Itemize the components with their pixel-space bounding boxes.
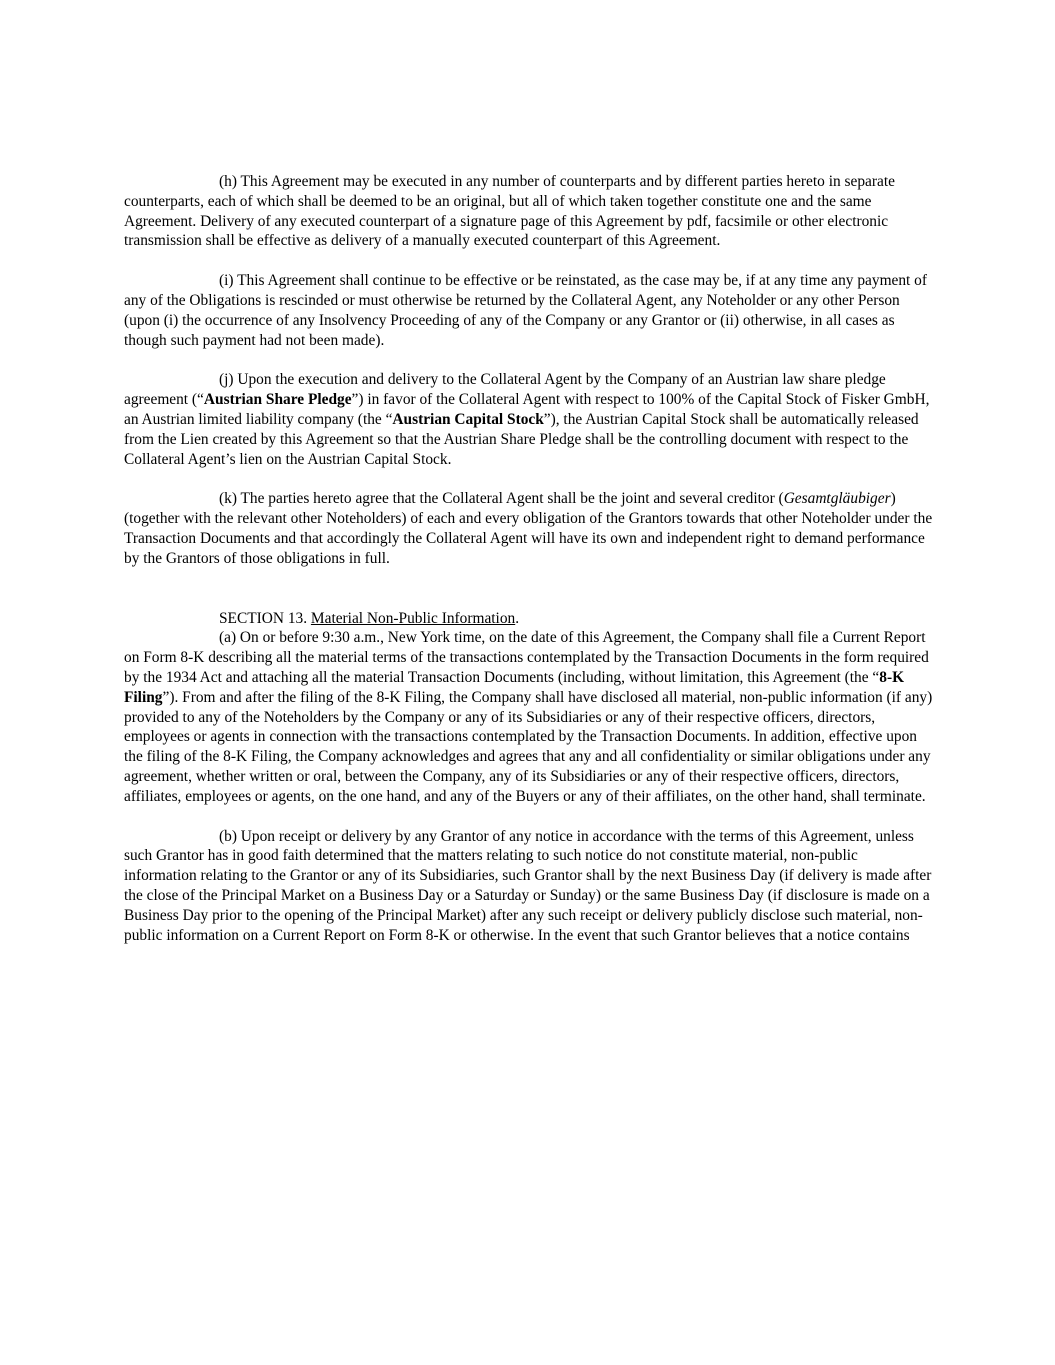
paragraph-k: [124, 489, 934, 568]
paragraph-j-text-2: ”) in favor of the Collateral Agent with respect to 100% of the Capital Stock of Fisker GmbH, an Austrian limited liability company (the “: [124, 391, 930, 428]
paragraph-h-text: (h) This Agreement may be executed in any number of counterparts and by different parties hereto in separate counterparts, each of which shall be deemed to be an original, but all of which taken together constitute one and the same Agreement. Delivery of any executed counterpart of a signature page of this Agreement by pdf, facsimile or other electronic transmission shall be effective as delivery of a manually executed counterpart of this Agreement.: [124, 173, 895, 250]
document-page: [124, 172, 934, 965]
defined-term-8k-filing: 8-K Filing: [124, 668, 905, 706]
paragraph-13a: [124, 628, 934, 806]
term-gesamtglaubiger: Gesamtgläubiger: [783, 490, 891, 508]
paragraph-h: [124, 172, 934, 251]
defined-term-austrian-share-pledge: Austrian Share Pledge: [203, 391, 352, 409]
paragraph-13b-text: (b) Upon receipt or delivery by any Grantor of any notice in accordance with the terms of this Agreement, unless such Grantor has in good faith determined that the matters relating to such notice do not constitute material, non-public information relating to the Grantor or any of its Subsidiaries, such Grantor shall by the next Business Day (if delivery is made after the close of the Principal Market on a Business Day or a Saturday or Sunday) or the same Business Day (if disclosure is made on a Business Day prior to the opening of the Principal Market) after any such receipt or delivery publicly disclose such material, non-public information on a Current Report on Form 8-K or otherwise. In the event that such Grantor believes that a notice contains: [124, 827, 932, 944]
paragraph-13b: [124, 827, 934, 946]
paragraph-j-text-1: (j) Upon the execution and delivery to the Collateral Agent by the Company of an Austrian law share pledge agreement (“: [124, 371, 886, 409]
paragraph-13a-text-1: (a) On or before 9:30 a.m., New York time, on the date of this Agreement, the Company shall file a Current Report on Form 8-K describing all the material terms of the transactions contemplated by the Transaction Documents in the form required by the 1934 Act and attaching all the material Transaction Documents (including, without limitation, this Agreement (the “: [124, 629, 929, 686]
section-13-suffix: .: [515, 609, 520, 627]
defined-term-austrian-capital-stock: Austrian Capital Stock: [392, 410, 544, 428]
paragraph-i-text: (i) This Agreement shall continue to be effective or be reinstated, as the case may be, if at any time any payment of any of the Obligations is rescinded or must otherwise be returned by the Collateral Agent, any Noteholder or any other Person (upon (i) the occurrence of any Insolvency Proceeding of any of the Company or any Grantor or (ii) otherwise, in all cases as though such payment had not been made).: [124, 272, 928, 349]
section-13-prefix: SECTION 13.: [219, 609, 311, 627]
paragraph-k-text-2: ) (together with the relevant other Noteholders) of each and every obligation of the Grantors towards that other Noteholder under the Transaction Documents and that accordingly the Collateral Agent will have its own and independent right to demand performance by the Grantors of those obligations in full.: [124, 490, 933, 567]
paragraph-j: [124, 370, 934, 469]
paragraph-i: [124, 271, 934, 350]
section-13-heading: [124, 609, 934, 629]
section-13-title: Material Non-Public Information: [310, 609, 516, 627]
paragraph-13a-text-2: ”). From and after the filing of the 8-K Filing, the Company shall have disclosed all material, non-public information (if any) provided to any of the Noteholders by the Company or any of its Subsidiaries or any of their respective officers, directors, employees or agents in connection with the transactions contemplated by the Transaction Documents. In addition, effective upon the filing of the 8-K Filing, the Company acknowledges and agrees that any and all confidentiality or similar obligations under any agreement, whether written or oral, between the Company, any of its Subsidiaries or any of their respective officers, directors, affiliates, employees or agents, on the one hand, and any of the Buyers or any of their affiliates, on the other hand, shall terminate.: [124, 688, 933, 805]
paragraph-k-text-1: (k) The parties hereto agree that the Collateral Agent shall be the joint and several creditor (: [219, 490, 784, 508]
paragraph-j-text-3: ”), the Austrian Capital Stock shall be automatically released from the Lien created by this Agreement so that the Austrian Share Pledge shall be the controlling document with respect to the Collateral Agent’s lien on the Austrian Capital Stock.: [124, 410, 919, 468]
